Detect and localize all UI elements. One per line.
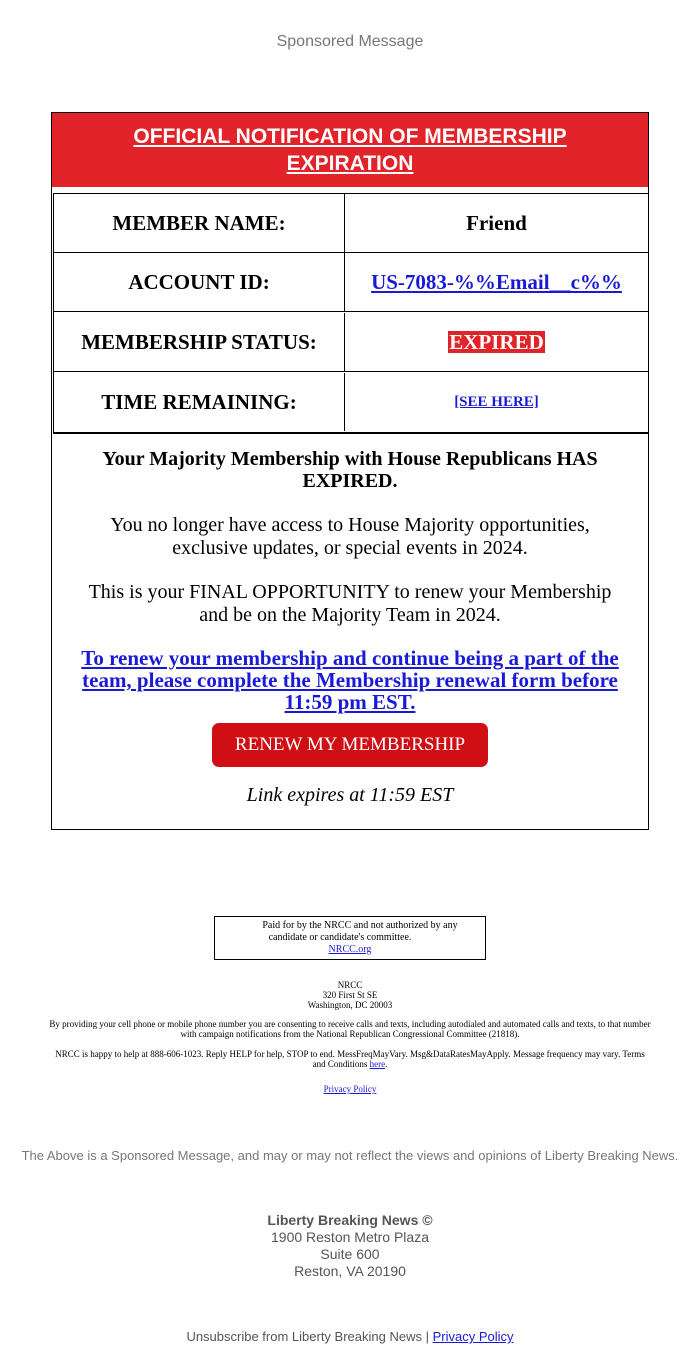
footer-brand: Liberty Breaking News © xyxy=(267,1212,433,1228)
membership-status-label: MEMBERSHIP STATUS: xyxy=(54,313,345,371)
account-id-label: ACCOUNT ID: xyxy=(54,253,345,311)
nrcc-privacy-link[interactable]: Privacy Policy xyxy=(323,1084,377,1094)
footer-address-line1: 1900 Reston Metro Plaza xyxy=(271,1229,429,1245)
final-opportunity-paragraph: This is your FINAL OPPORTUNITY to renew your Membership and be on the Majority Team in 2024. xyxy=(88,581,612,626)
renew-form-link[interactable]: To renew your membership and continue being a part of the team, please complete the Membership renewal form before 11:59 pm EST. xyxy=(81,646,619,714)
footer-privacy-link[interactable]: Privacy Policy xyxy=(432,1329,514,1344)
membership-status-cell xyxy=(345,313,648,371)
see-here-link[interactable]: [SEE HERE] xyxy=(454,393,539,410)
footer-address-line3: Reston, VA 20190 xyxy=(294,1263,406,1279)
nrcc-org-link[interactable]: NRCC.org xyxy=(328,944,372,955)
account-id-cell xyxy=(345,253,648,311)
access-paragraph: You no longer have access to House Majority opportunities, exclusive updates, or special events in 2024. xyxy=(110,514,590,559)
paid-for-text-wrap xyxy=(215,920,485,956)
table-row xyxy=(54,253,648,312)
membership-notice-card xyxy=(51,112,649,830)
expired-headline: Your Majority Membership with House Republicans HAS EXPIRED. xyxy=(102,448,598,492)
org-street: 320 First St SE xyxy=(322,990,378,1000)
help-text-wrap: NRCC is happy to help at 888-606-1023. Reply HELP for help, STOP to end. MessFreqMayVary. Msg&DataRatesMayApply. Message frequency may vary. Terms and Conditions here. xyxy=(55,1049,645,1069)
sponsored-message-label: Sponsored Message xyxy=(276,33,424,50)
link-expires-note: Link expires at 11:59 EST xyxy=(246,784,454,806)
help-text: NRCC is happy to help at 888-606-1023. Reply HELP for help, STOP to end. MessFreqMayVary. Msg&DataRatesMayApply. Message frequency may vary. Terms and Conditions xyxy=(55,1049,645,1069)
sms-consent-text: By providing your cell phone or mobile phone number you are consenting to receive calls and texts, including autodialed and automated calls and texts, to that number with campaign notifications from the National Republican Congressional Committee (21818). xyxy=(49,1019,651,1039)
nrcc-privacy-wrap xyxy=(0,1084,700,1094)
nrcc-address xyxy=(0,980,700,1010)
status-badge: EXPIRED xyxy=(449,330,544,354)
member-name-value: Friend xyxy=(466,210,527,235)
footer-links xyxy=(0,1329,700,1344)
footer-address xyxy=(0,1212,700,1280)
notice-banner xyxy=(52,113,648,187)
notice-title: OFFICIAL NOTIFICATION OF MEMBERSHIP EXPIRATION xyxy=(133,125,567,175)
member-name-label: MEMBER NAME: xyxy=(54,194,345,252)
time-remaining-cell xyxy=(345,373,648,431)
unsubscribe-link[interactable]: Unsubscribe from Liberty Breaking News xyxy=(186,1329,422,1344)
time-remaining-label: TIME REMAINING: xyxy=(54,373,345,431)
org-city: Washington, DC 20003 xyxy=(307,1000,393,1010)
table-row xyxy=(54,194,648,253)
renew-membership-button[interactable]: RENEW MY MEMBERSHIP xyxy=(212,723,488,767)
account-id-link[interactable]: US-7083-%%Email__c%% xyxy=(371,269,622,294)
table-row xyxy=(54,373,648,431)
paid-for-disclaimer-box xyxy=(214,916,486,960)
footer-address-line2: Suite 600 xyxy=(320,1246,380,1262)
sponsor-disclaimer: The Above is a Sponsored Message, and may or may not reflect the views and opinions of Liberty Breaking News. xyxy=(21,1148,679,1163)
terms-here-link[interactable]: here xyxy=(369,1059,386,1069)
paid-for-text: Paid for by the NRCC and not authorized by any candidate or candidate's committee. xyxy=(262,920,458,943)
org-name: NRCC xyxy=(337,980,363,990)
table-row xyxy=(54,313,648,372)
member-info-table xyxy=(53,193,649,434)
footer-separator: | xyxy=(425,1329,429,1344)
